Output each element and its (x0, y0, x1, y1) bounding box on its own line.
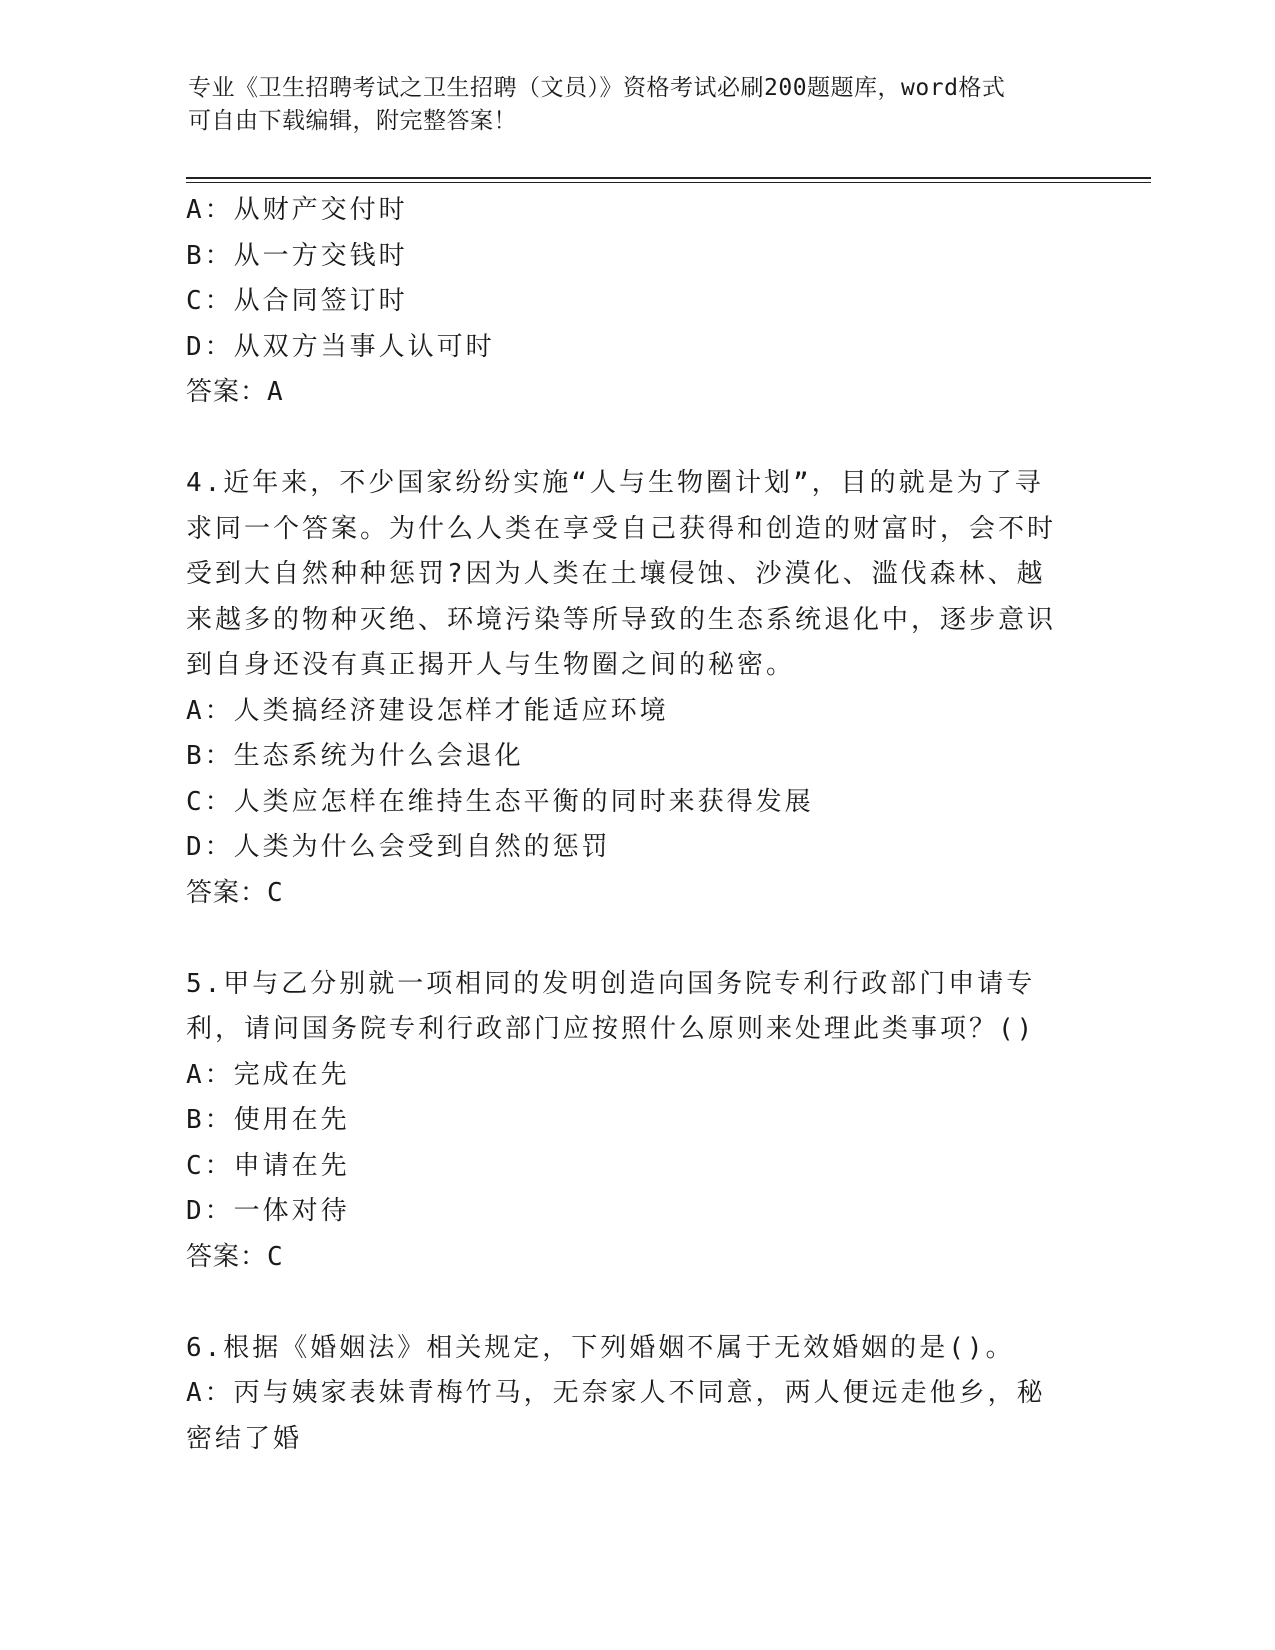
option-a: A：丙与姨家表妹青梅竹马，无奈家人不同意，两人便远走他乡，秘密结了婚 (186, 1378, 1046, 1454)
question-4 (186, 461, 1066, 916)
option-d: D：人类为什么会受到自然的惩罚 (186, 832, 611, 862)
option-b: B：生态系统为什么会退化 (186, 741, 524, 771)
question-6 (186, 1326, 1066, 1463)
header-line-1: 专业《卫生招聘考试之卫生招聘（文员）》资格考试必刷200题题库，word格式 (188, 75, 1006, 101)
option-b: B：从一方交钱时 (186, 240, 408, 271)
option-a: A：从财产交付时 (186, 195, 408, 225)
option-c: C：从合同签订时 (186, 286, 408, 316)
question-5 (186, 962, 1066, 1281)
question-list (186, 188, 1066, 1462)
option-c: C：人类应怎样在维持生态平衡的同时来获得发展 (186, 786, 814, 817)
option-b: B：使用在先 (186, 1105, 350, 1135)
option-d: D：一体对待 (186, 1196, 350, 1226)
answer-line (186, 1235, 1066, 1281)
option-c: C：申请在先 (186, 1150, 350, 1181)
answer-line (186, 871, 1066, 917)
option-d: D：从双方当事人认可时 (186, 331, 495, 362)
answer-label: 答案： (186, 377, 268, 407)
option-a: A：完成在先 (186, 1059, 350, 1090)
document-header (188, 72, 1088, 138)
option-a: A：人类搞经济建设怎样才能适应环境 (186, 695, 669, 726)
answer-line (186, 370, 1066, 416)
question-text: 5.甲与乙分别就一项相同的发明创造向国务院专利行政部门申请专利，请问国务院专利行政部门应按照什么原则来处理此类事项？() (186, 968, 1036, 1044)
answer-value: C (267, 877, 284, 908)
answer-value: A (267, 377, 284, 407)
question-text: 4.近年来，不少国家纷纷实施“人与生物圈计划”，目的就是为了寻求同一个答案。为什么人类在享受自己获得和创造的财富时，会不时受到大自然种种惩罚?因为人类在土壤侵蚀、沙漠化、滥伐森林、越来越多的物种灭绝、环境污染等所导致的生态系统退化中，逐步意识到自身还没有真正揭开人与生物圈之间的秘密。 (186, 468, 1057, 680)
answer-value: C (267, 1241, 284, 1272)
header-line-2: 可自由下载编辑，附完整答案！ (188, 108, 517, 134)
answer-label: 答案： (186, 1241, 268, 1272)
question-3 (186, 188, 1066, 416)
header-divider (186, 177, 1151, 183)
question-text: 6.根据《婚姻法》相关规定，下列婚姻不属于无效婚姻的是()。 (186, 1332, 1015, 1363)
answer-label: 答案： (186, 877, 268, 908)
